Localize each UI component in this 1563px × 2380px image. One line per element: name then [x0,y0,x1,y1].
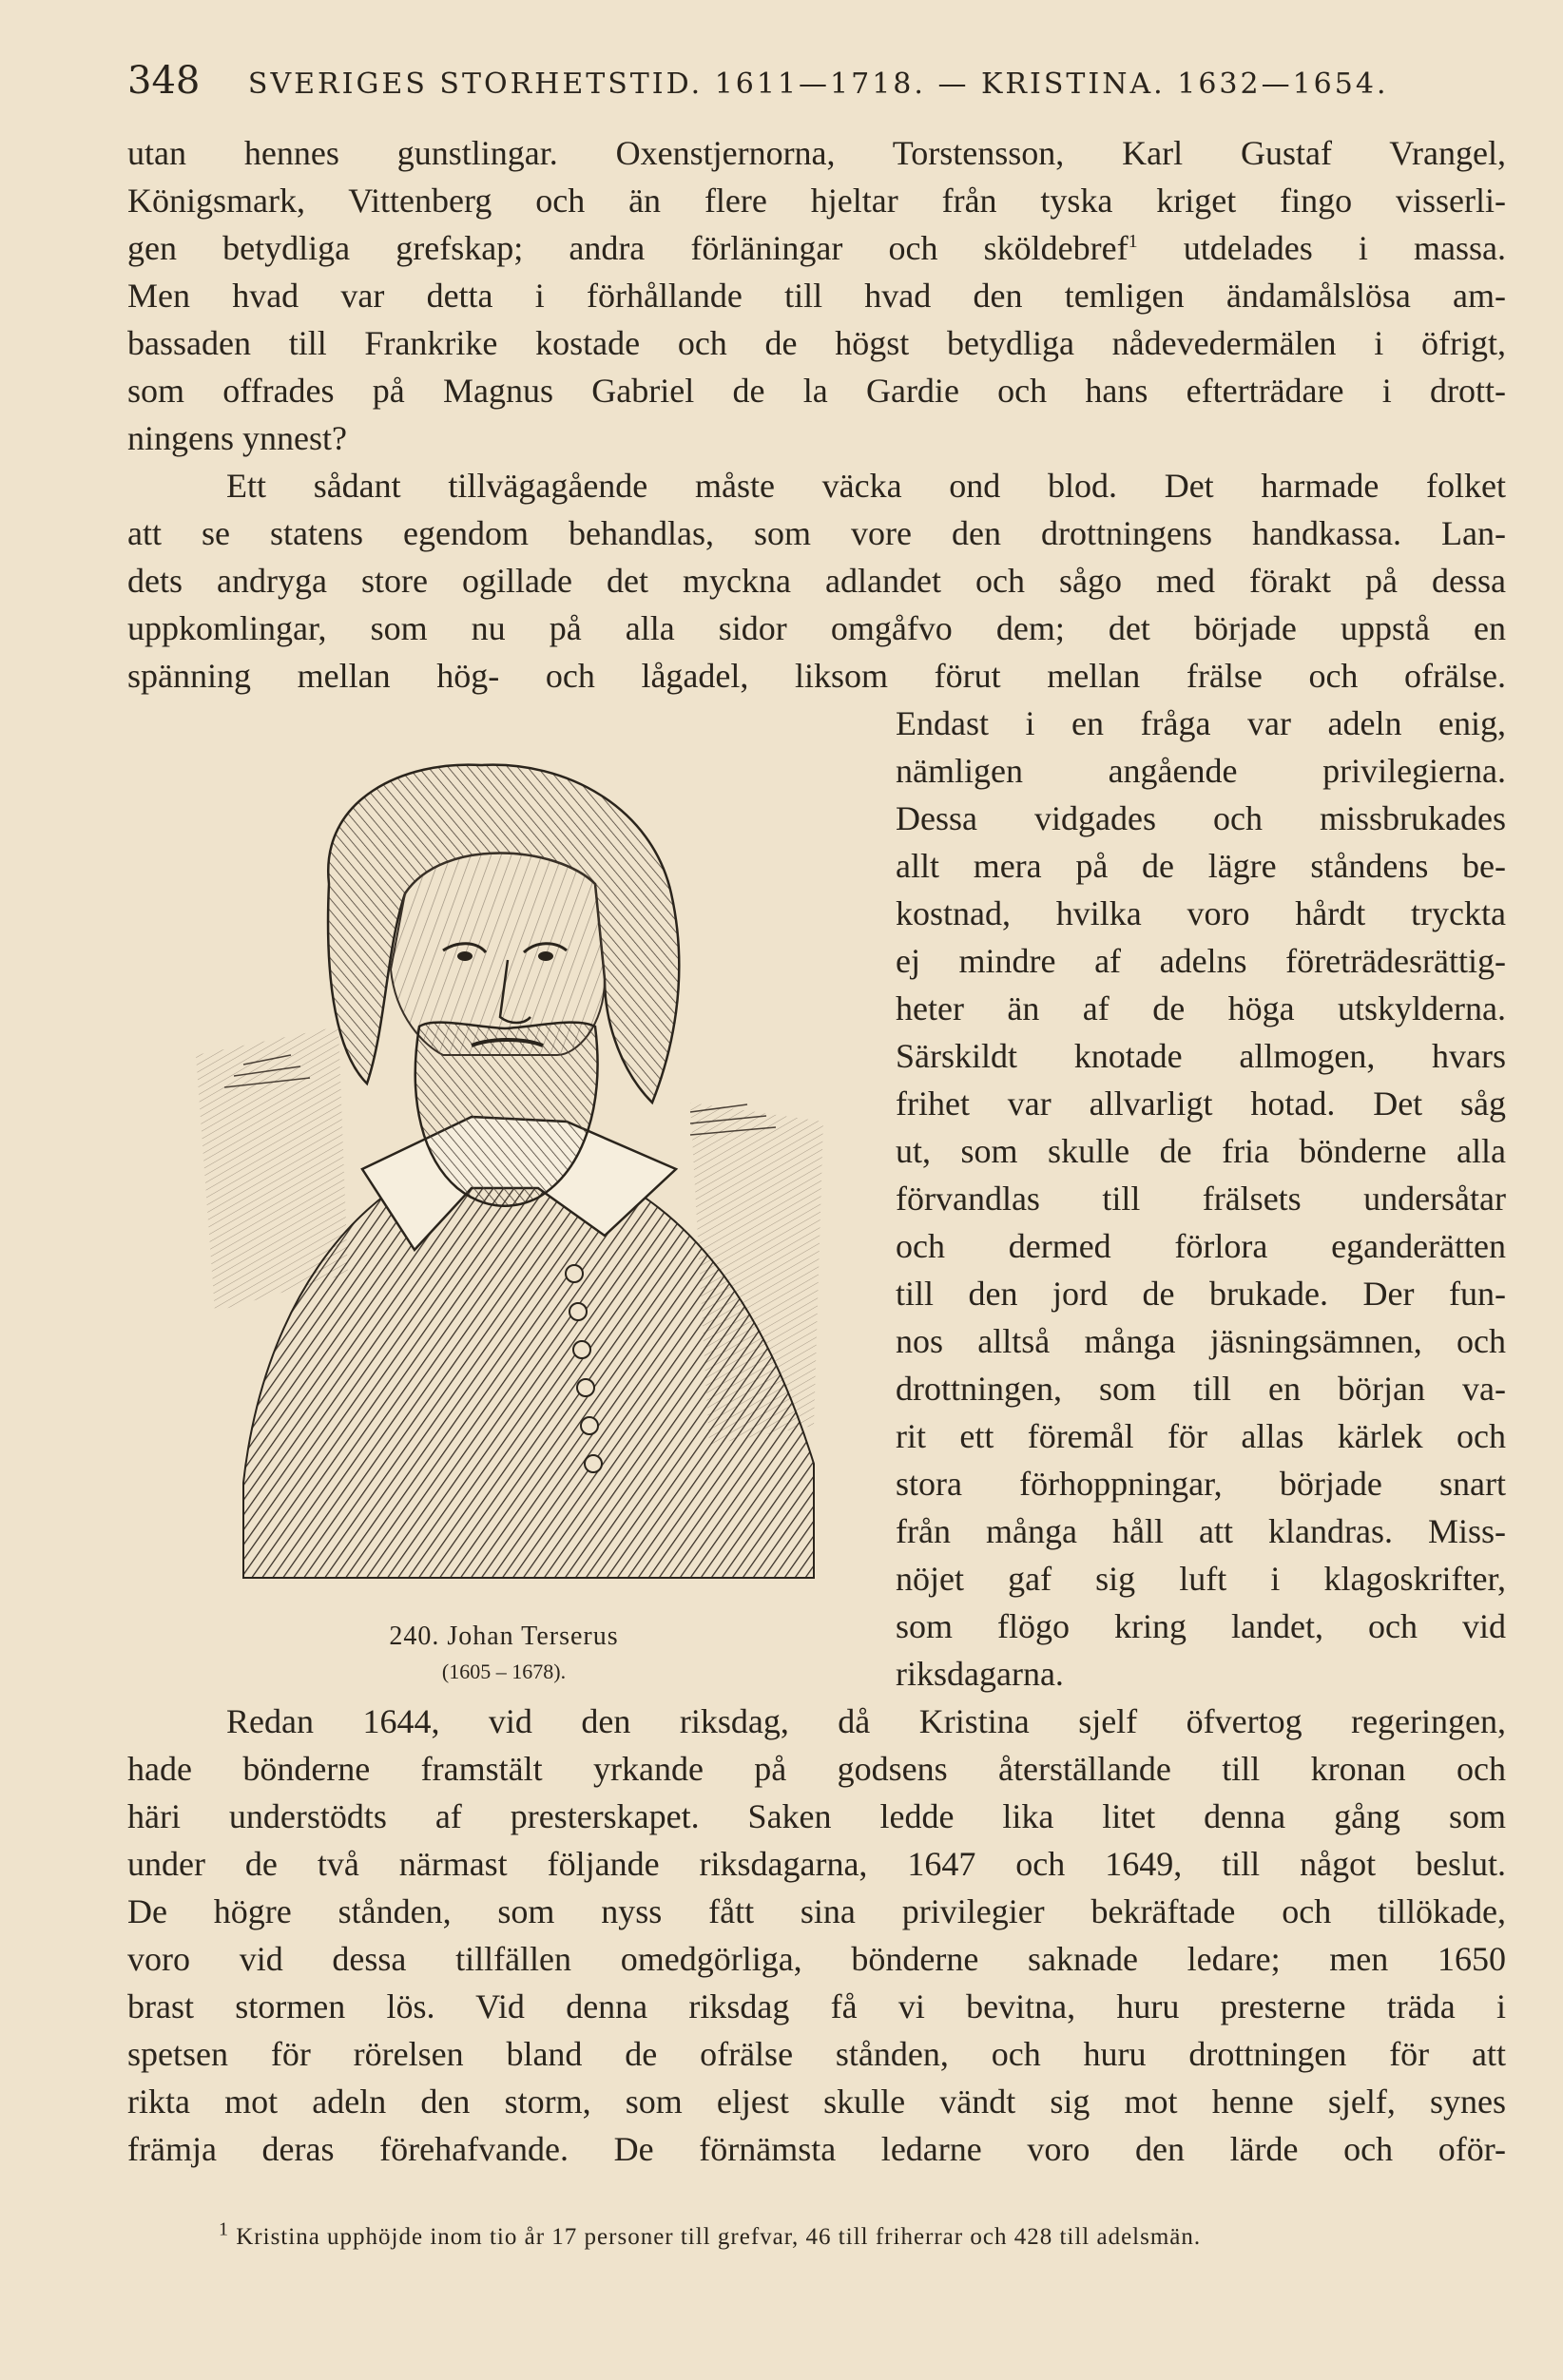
column-text-line: till den jord de brukade. Der fun- [896,1275,1506,1313]
text-line: rikta mot adeln den storm, som eljest skulle vändt sig mot henne sjelf, synes [127,2082,1506,2121]
text-line: utan hennes gunstlingar. Oxenstjernorna, Torstensson, Karl Gustaf Vrangel, [127,134,1506,172]
column-text-line: stora förhoppningar, började snart [896,1465,1506,1503]
column-text-line: nos alltså många jäsningsämnen, och [896,1322,1506,1360]
text-line: Königsmark, Vittenberg och än flere hjeltar från tyska kriget fingo visserli- [127,182,1506,220]
footnote-marker: 1 [219,2218,229,2240]
column-text-line: och dermed förlora eganderätten [896,1227,1506,1265]
text-line: uppkomlingar, som nu på alla sidor omgåfvo dem; det började uppstå en [127,609,1506,647]
figure-caption: 240. Johan Terserus [389,1622,619,1651]
text-line: Men hvad var detta i förhållande till hvad den temligen ändamålslösa am- [127,277,1506,315]
column-text-line: nöjet gaf sig luft i klagoskrifter, [896,1560,1506,1598]
footnote-reference[interactable]: 1 [1128,231,1138,252]
column-text-line: kostnad, hvilka voro hårdt tryckta [896,894,1506,932]
footnote-text: Kristina upphöjde inom tio år 17 personer till grefvar, 46 till friherrar och 428 till adelsmän. [236,2224,1202,2250]
text-line: häri understödts af presterskapet. Saken ledde lika litet denna gång som [127,1797,1506,1835]
text-line: voro vid dessa tillfällen omedgörliga, bönderne saknade ledare; men 1650 [127,1940,1506,1978]
column-text-line: som flögo kring landet, och vid [896,1607,1506,1645]
column-text-line: heter än af de höga utskylderna. [896,989,1506,1027]
column-text-line: förvandlas till frälsets undersåtar [896,1180,1506,1218]
footnote [219,2218,1531,2266]
text-line: ningens ynnest? [127,419,347,457]
text-line: spänning mellan hög- och lågadel, liksom förut mellan frälse och ofrälse. [127,657,1506,695]
page-number: 348 [127,59,201,103]
text-line: De högre stånden, som nyss fått sina privilegier bekräftade och tillökade, [127,1892,1506,1930]
text-line: som offrades på Magnus Gabriel de la Gardie och hans efterträdare i drott- [127,372,1506,410]
text-line: brast stormen lös. Vid denna riksdag få vi bevitna, huru presterne träda i [127,1987,1506,2025]
paragraph-start-line: Ett sådant tillvägagående måste väcka ond blod. Det harmade folket [226,467,1506,505]
running-title: SVERIGES STORHETSTID. 1611—1718. — KRISTINA. 1632—1654. [247,67,1389,101]
column-text-line: drottningen, som till en början va- [896,1370,1506,1408]
text-line-with-footnote-ref: gen betydliga grefskap; andra förläningar och sköldebref$^1$ utdelades i massa. [127,229,1506,267]
column-text-line: ej mindre af adelns företrädesrättig- [896,942,1506,980]
column-text-line: riksdagarna. [896,1655,1064,1693]
column-text-line: ut, som skulle de fria bönderne alla [896,1132,1506,1170]
figure-caption-dates: (1605 – 1678). [441,1660,567,1683]
column-text-line: allt mera på de lägre ståndens be- [896,847,1506,885]
portrait-engraving [158,741,880,1616]
column-text-line: frihet var allvarligt hotad. Det såg [896,1084,1506,1123]
column-text-line: nämligen angående privilegierna. [896,752,1506,790]
text-line: främja deras förehafvande. De förnämsta ledarne voro den lärde och oför- [127,2130,1506,2168]
column-text-line: Särskildt knotade allmogen, hvars [896,1037,1506,1075]
text-line: hade bönderne framstält yrkande på godsens återställande till kronan och [127,1750,1506,1788]
text-line: bassaden till Frankrike kostade och de högst betydliga nådevedermälen i öfrigt, [127,324,1506,362]
paragraph-start-line: Redan 1644, vid den riksdag, då Kristina sjelf öfvertog regeringen, [226,1702,1506,1740]
text-line: spetsen för rörelsen bland de ofrälse stånden, och huru drottningen för att [127,2035,1506,2073]
running-header [127,59,1515,105]
column-text-line: Dessa vidgades och missbrukades [896,799,1506,837]
text-line: under de två närmast följande riksdagarna, 1647 och 1649, till något beslut. [127,1845,1506,1883]
text-line: att se statens egendom behandlas, som vore den drottningens handkassa. Lan- [127,514,1506,552]
column-text-line: från många håll att klandras. Miss- [896,1512,1506,1550]
column-text-line: rit ett föremål för allas kärlek och [896,1417,1506,1455]
column-text-line: Endast i en fråga var adeln enig, [896,704,1506,742]
text-line: dets andryga store ogillade det myckna adlandet och sågo med förakt på dessa [127,562,1506,600]
